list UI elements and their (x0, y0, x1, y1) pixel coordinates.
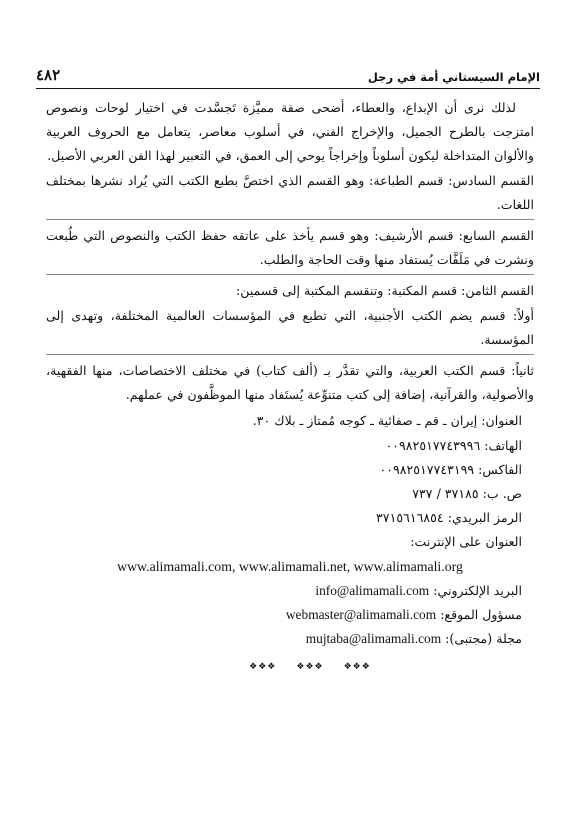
address-line: العنوان: إيران ـ قم ـ صفائية ـ كوجه مُمتاز ـ بلاك ٣٠. (252, 413, 522, 429)
webmaster-line (46, 603, 534, 627)
ornament-diamond-icon: ❖❖❖ (296, 662, 324, 673)
magazine-line (46, 627, 534, 651)
webmaster-label: مسؤول الموقع: (440, 607, 522, 623)
paragraph-section-seven: القسم السابع: قسم الأرشيف: وهو قسم يأخذ على عاتقه حفظ الكتب والنصوص التي طُبعت ونشرت في مَلَفَّات يُستفاد منها وقت الحاجة والطلب. (46, 224, 534, 275)
running-title: الإمام السيستاني أمة في رجل (367, 70, 540, 84)
paragraph-intro: لذلك نرى أن الإبداع، والعطاء، أضحى صفة مميَّزة تَجسَّدت في اختيار لوحات ونصوص امتزجت بالطرح الجميل، والإخراج الفني، في أسلوب معاصر، يتعامل مع الحروف العربية والألوان المتداخلة ليكون أسلوباً وإخراجاً يوحي إلى العمق، في التعبير لهذا الفن العربي الأصيل. (46, 100, 534, 164)
magazine-email: mujtaba@alimamali.com (305, 631, 442, 647)
contact-block (46, 409, 534, 651)
webmaster-email: webmaster@alimamali.com (285, 607, 437, 623)
website-label: العنوان على الإنترنت: (410, 534, 522, 550)
paragraph-section-six: القسم السادس: قسم الطباعة: وهو القسم الذي اختصَّ بطبع الكتب التي يُراد نشرها بمختلف اللغات. (46, 169, 534, 220)
header-rule (36, 88, 540, 89)
ornament-diamond-icon: ❖❖❖ (249, 662, 277, 673)
ornament-diamond-icon: ❖❖❖ (343, 662, 371, 673)
website-list: www.alimamali.com, www.alimamali.net, www.alimamali.org (117, 558, 463, 574)
email-line (46, 579, 534, 603)
phone-line: الهاتف: ٠٠٩٨٢٥١٧٧٤٣٩٩٦ (385, 437, 522, 453)
email-address: info@alimamali.com (315, 582, 430, 598)
paragraph-arabic-books: ثانياً: قسم الكتب العربية، والتي تقدَّر بـ (ألف كتاب) في مختلف الاختصاصات، منها الفقهية، والأصولية، والقرآنية، إضافة إلى كتب متنوِّعة يُستَفاد منها الموظَّفون في عملهم. (46, 363, 534, 403)
email-label: البريد الإلكتروني: (433, 582, 522, 598)
paragraph-section-eight: القسم الثامن: قسم المكتبة: وتنقسم المكتبة إلى قسمين: (236, 283, 534, 299)
running-header (36, 64, 540, 84)
page-number: ٤٨٢ (36, 66, 61, 84)
website-list-line (46, 555, 534, 579)
paragraph-foreign-books: أولاً: قسم يضم الكتب الأجنبية، التي تطبع في المؤسسات العالمية المختلفة، وتهدى إلى المؤسسة. (46, 304, 534, 355)
closing-ornament (46, 655, 534, 679)
magazine-label: مجلة (مجتبى): (445, 631, 522, 647)
fax-line: الفاكس: ٠٠٩٨٢٥١٧٧٤٣١٩٩ (379, 461, 522, 477)
postal-code-line: الرمز البريدي: ٣٧١٥٦١٦٨٥٤ (376, 510, 522, 526)
page-body (46, 96, 534, 680)
po-box-line: ص. ب: ٣٧١٨٥ / ٧٣٧ (412, 486, 522, 502)
